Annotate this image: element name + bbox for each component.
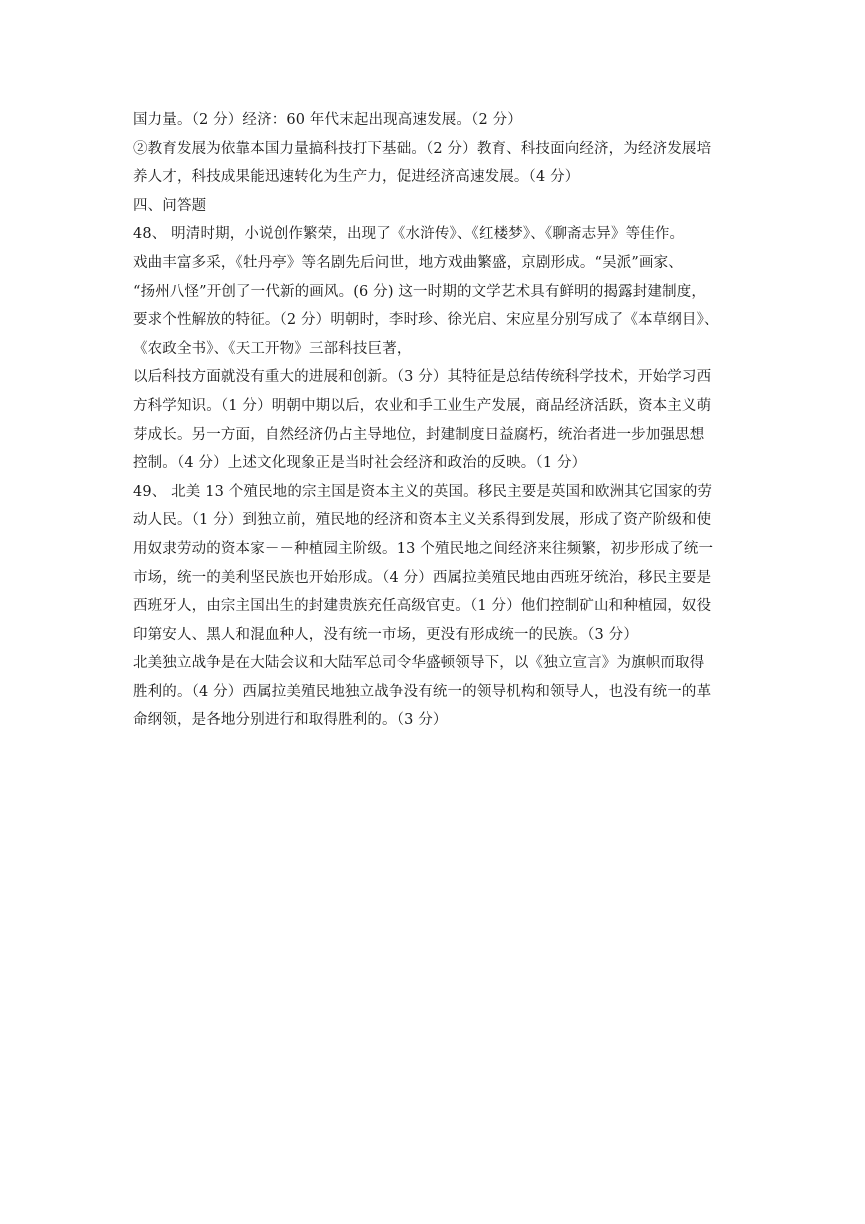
text-line: 动人民。（1 分）到独立前，殖民地的经济和资本主义关系得到发展，形成了资产阶级和使 (133, 512, 712, 529)
text-line: 西班牙人，由宗主国出生的封建贵族充任高级官吏。（1 分）他们控制矿山和种植园，奴役 (133, 598, 712, 615)
text-line: 49、 北美 13 个殖民地的宗主国是资本主义的英国。移民主要是英国和欧洲其它国家的劳 (133, 483, 713, 500)
text-line: 国力量。（2 分）经济：60 年代末起出现高速发展。（2 分） (133, 112, 522, 128)
text-line: 用奴隶劳动的资本家－－种植园主阶级。13 个殖民地之间经济来往频繁，初步形成了统一 (133, 540, 714, 557)
text-line: 《农政全书》、《天工开物》三部科技巨著， (133, 340, 412, 357)
text-line: 北美独立战争是在大陆会议和大陆军总司令华盛顿领导下，以《独立宣言》为旗帜而取得 (133, 655, 705, 672)
text-line: ②教育发展为依靠本国力量搞科技打下基础。（2 分）教育、科技面向经济，为经济发展培 (133, 140, 712, 157)
text-line: 以后科技方面就没有重大的进展和创新。（3 分）其特征是总结传统科学技术，开始学习西 (133, 369, 712, 386)
text-line: 48、 明清时期，小说创作繁荣，出现了《水浒传》、《红楼梦》、《聊斋志异》等佳作。 (133, 226, 685, 243)
text-line: “扬州八怪”开创了一代新的画风。(6 分) 这一时期的文学艺术具有鲜明的揭露封建制度， (133, 283, 707, 300)
text-line: 命纲领，是各地分别进行和取得胜利的。（3 分） (133, 712, 448, 729)
text-line: 控制。（4 分）上述文化现象正是当时社会经济和政治的反映。（1 分） (133, 455, 587, 472)
text-line: 市场，统一的美利坚民族也开始形成。（4 分）西属拉美殖民地由西班牙统治，移民主要是 (133, 569, 712, 586)
text-line: 方科学知识。（1 分）明朝中期以后，农业和手工业生产发展，商品经济活跃，资本主义萌 (133, 397, 712, 414)
text-line: 芽成长。另一方面，自然经济仍占主导地位，封建制度日益腐朽，统治者进一步加强思想 (133, 426, 705, 443)
section-heading: 四、问答题 (133, 197, 207, 214)
text-line: 戏曲丰富多采，《牡丹亭》等名剧先后问世，地方戏曲繁盛，京剧形成。“吴派”画家、 (133, 254, 683, 271)
document-body (133, 106, 733, 735)
text-line: 要求个性解放的特征。（2 分）明朝时，李时珍、徐光启、宋应星分别写成了《本草纲目》、 (133, 312, 719, 329)
text-line: 胜利的。（4 分）西属拉美殖民地独立战争没有统一的领导机构和领导人，也没有统一的革 (133, 683, 712, 700)
text-line: 印第安人、黑人和混血种人，没有统一市场，更没有形成统一的民族。（3 分） (133, 626, 638, 643)
text-line: 养人才，科技成果能迅速转化为生产力，促进经济高速发展。（4 分） (133, 169, 580, 186)
